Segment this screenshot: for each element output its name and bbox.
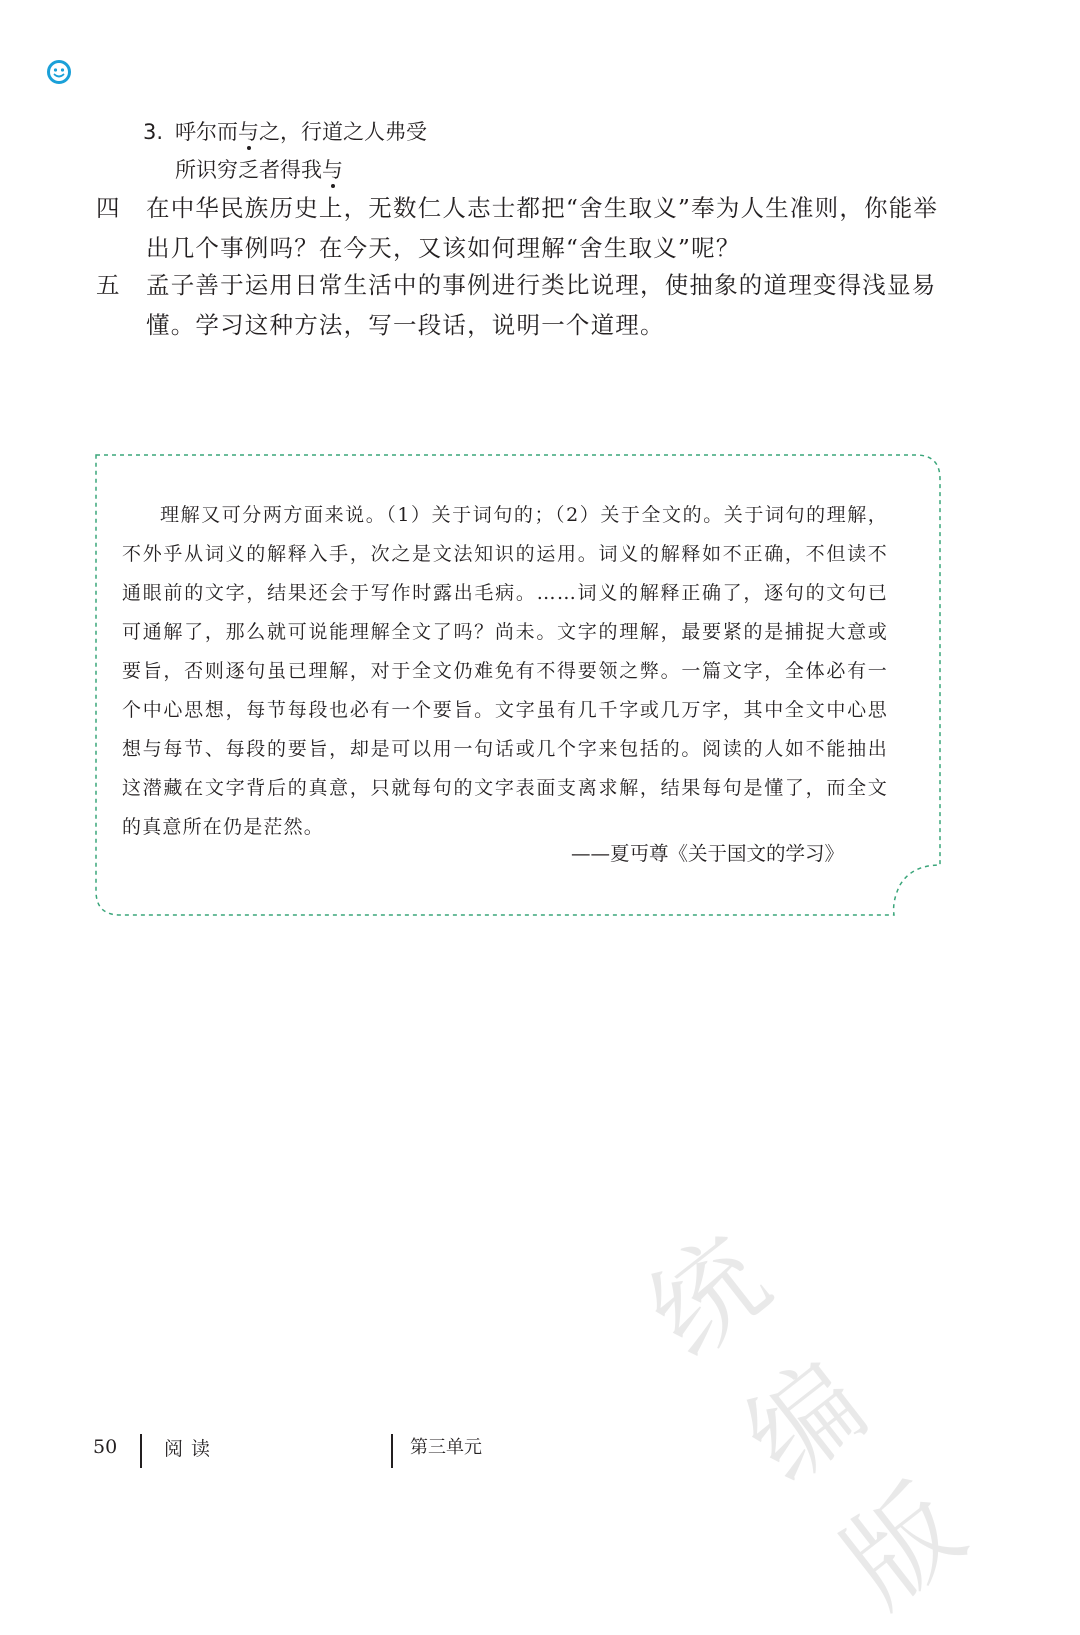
exercise-3-line-2-pre: 所识穷乏者得我 [175, 158, 322, 182]
question-5 [96, 265, 946, 345]
watermark-char: 编 [723, 1337, 889, 1506]
exercise-3-line-2 [143, 151, 427, 189]
page-number: 50 [93, 1436, 118, 1458]
exercise-3-line-1-post: 之，行道之人弗受 [259, 120, 427, 144]
watermark-char: 统 [625, 1212, 792, 1382]
exercise-3-number: 3. [143, 120, 164, 144]
question-4 [96, 188, 946, 268]
divider [391, 1434, 393, 1468]
quote-box [94, 453, 942, 917]
emphasis-char: 与 [238, 120, 259, 144]
quote-paragraph: 理解又可分两方面来说。（1）关于词句的；（2）关于全文的。关于词句的理解，不外乎从词义的解释入手，次之是文法知识的运用。词义的解释如不正确，不但读不通眼前的文字，结果还会于写作时露出毛病。……词义的解释正确了，逐句的文句已可通解了，那么就可说能理解全文了吗？尚未。文字的理解，最要紧的是捕捉大意或要旨，否则逐句虽已理解，对于全文仍难免有不得要领之弊。一篇文字，全体必有一个中心思想，每节每段也必有一个要旨。文字虽有几千字或几万字，其中全文中心思想与每节、每段的要旨，却是可以用一句话或几个字来包括的。阅读的人如不能抽出这潜藏在文字背后的真意，只就每句的文字表面支离求解，结果每句是懂了，而全文的真意所在仍是茫然。 [122, 504, 888, 838]
watermark [611, 1028, 1080, 1631]
exercise-3-line-1-pre: 呼尔而 [175, 120, 238, 144]
question-text: 在中华民族历史上，无数仁人志士都把“舍生取义”奉为人生准则，你能举出几个事例吗？在今天，又该如何理解“舍生取义”呢？ [146, 194, 939, 262]
page-footer [0, 1430, 1080, 1470]
section-label: 阅读 [164, 1438, 219, 1460]
watermark-char: 版 [820, 1461, 986, 1631]
emphasis-char: 与 [322, 158, 343, 182]
question-number: 四 [96, 194, 120, 222]
smiley-icon [46, 59, 72, 85]
question-number: 五 [96, 271, 120, 299]
exercise-3-line-1 [143, 113, 427, 151]
unit-label: 第三单元 [410, 1437, 482, 1458]
question-text: 孟子善于运用日常生活中的事例进行类比说理，使抽象的道理变得浅显易懂。学习这种方法，写一段话，说明一个道理。 [146, 271, 937, 339]
quote-source: ——夏丏尊《关于国文的学习》 [570, 842, 844, 865]
quote-text [122, 496, 888, 847]
exercise-3 [143, 113, 427, 189]
divider [140, 1434, 142, 1468]
